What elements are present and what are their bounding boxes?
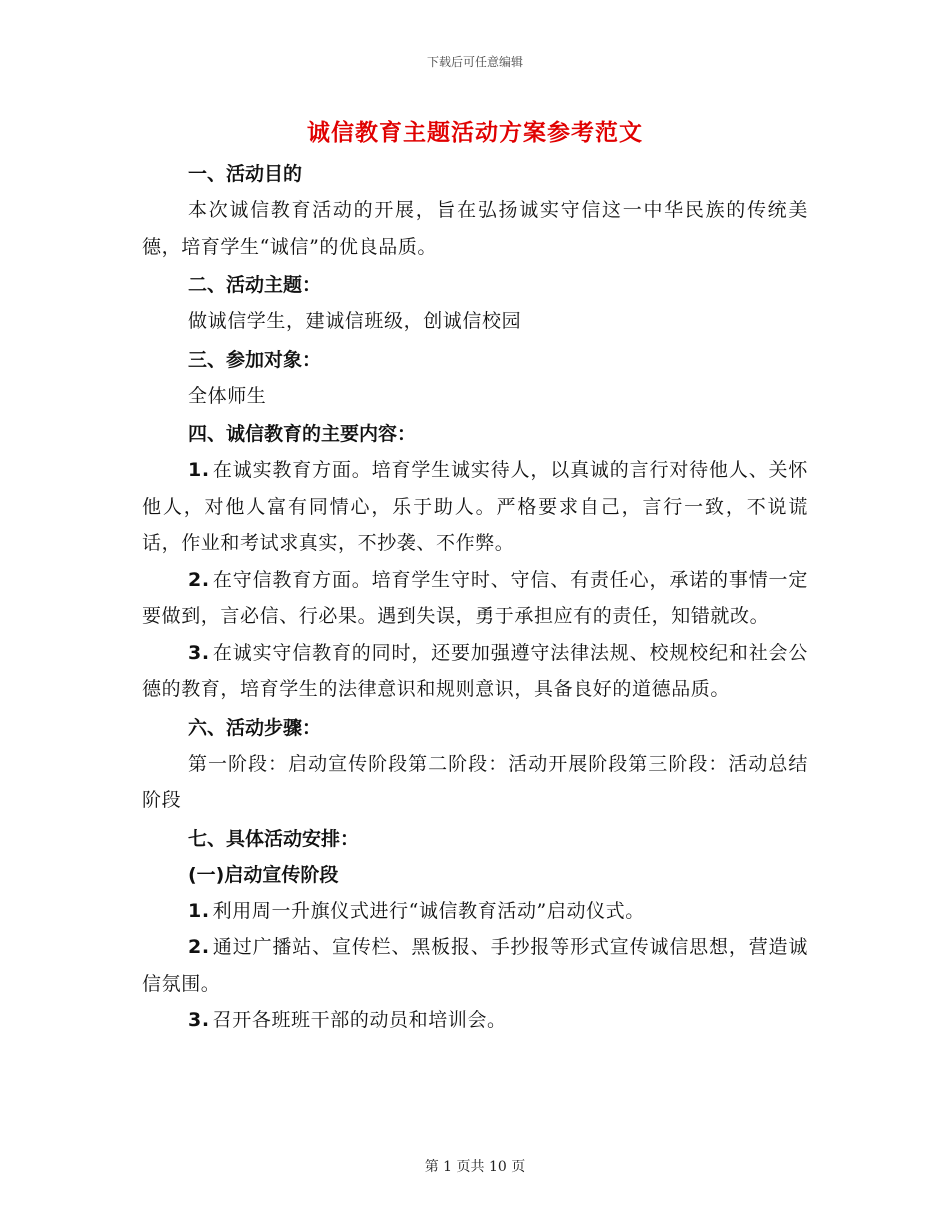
item-number: 2. <box>188 936 210 958</box>
document-title: 诚信教育主题活动方案参考范文 <box>307 120 643 146</box>
arrangement-item-3 <box>142 1002 808 1039</box>
section-heading-6: 六、活动步骤： <box>188 716 322 739</box>
arrangement-item-1 <box>142 893 808 930</box>
section-text-2: 做诚信学生，建诚信班级，创诚信校园 <box>188 310 522 332</box>
item-text: 召开各班班干部的动员和培训会。 <box>212 1009 507 1031</box>
section-text-3: 全体师生 <box>188 384 267 407</box>
item-text: 在诚实教育方面。培育学生诚实待人，以真诚的言行对待他人、关怀他人，对他人富有同情心，乐于助人。严格要求自己，言行一致，不说谎话，作业和考试求真实，不抄袭、不作弊。 <box>142 459 808 554</box>
page-header: 下载后可任意编辑 <box>426 55 523 69</box>
content-item-1 <box>142 452 808 562</box>
content-item-3 <box>142 635 808 708</box>
item-text: 利用周一升旗仪式进行“诚信教育活动”启动仪式。 <box>212 899 645 922</box>
content-item-2 <box>142 562 808 635</box>
item-text: 在守信教育方面。培育学生守时、守信、有责任心，承诺的事情一定要做到，言必信、行必果。遇到失误，勇于承担应有的责任，知错就改。 <box>142 568 808 627</box>
section-heading-2: 二、活动主题： <box>188 274 322 296</box>
section-text-6: 第一阶段：启动宣传阶段第二阶段：活动开展阶段第三阶段：活动总结阶段 <box>142 752 808 811</box>
item-text: 在诚实守信教育的同时，还要加强遵守法律法规、校规校纪和社会公德的教育，培育学生的法律意识和规则意识，具备良好的道德品质。 <box>142 641 808 700</box>
section-text-1: 本次诚信教育活动的开展，旨在弘扬诚实守信这一中华民族的传统美德，培育学生“诚信”的优良品质。 <box>142 199 808 258</box>
section-heading-7: 七、具体活动安排： <box>188 827 360 850</box>
section-heading-1: 一、活动目的 <box>188 163 303 185</box>
item-number: 2. <box>188 568 210 591</box>
item-number: 3. <box>188 641 210 664</box>
item-text: 通过广播站、宣传栏、黑板报、手抄报等形式宣传诚信思想，营造诚信氛围。 <box>142 936 808 995</box>
section-heading-4: 四、诚信教育的主要内容： <box>188 423 417 445</box>
item-number: 1. <box>188 459 210 481</box>
section-heading-3: 三、参加对象： <box>188 348 322 371</box>
arrangement-item-2 <box>142 929 808 1002</box>
item-number: 1. <box>188 899 210 922</box>
item-number: 3. <box>188 1009 210 1031</box>
document-body <box>142 156 808 1039</box>
page-footer: 第 1 页共 10 页 <box>424 1159 526 1175</box>
subsection-heading: (一)启动宣传阶段 <box>188 863 339 886</box>
